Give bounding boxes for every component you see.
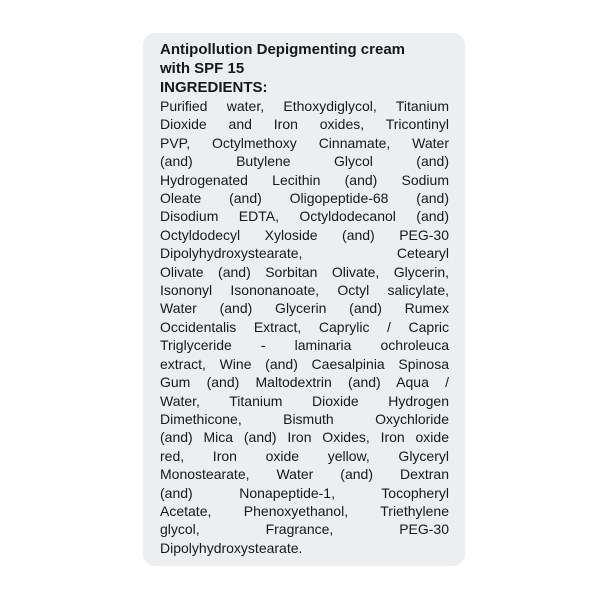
ingredients-heading: INGREDIENTS: <box>160 79 268 96</box>
product-title-line: with SPF 15 <box>160 60 245 77</box>
ingredient-line: Water, Titanium Dioxide Hydrogen <box>160 392 449 409</box>
ingredients-label-card <box>143 33 465 566</box>
ingredient-line: Purified water, Ethoxydiglycol, Titanium <box>160 98 449 114</box>
ingredient-line: Monostearate, Water (and) Dextran <box>160 466 449 483</box>
ingredient-line: Water (and) Glycerin (and) Rumex <box>160 300 449 317</box>
ingredient-line: red, Iron oxide yellow, Glyceryl <box>160 447 449 464</box>
ingredient-line: Octyldodecyl Xyloside (and) PEG-30 <box>160 226 449 243</box>
ingredient-line: Oleate (and) Oligopeptide-68 (and) <box>160 190 449 207</box>
ingredient-line: Disodium EDTA, Octyldodecanol (and) <box>160 208 449 225</box>
product-title-line: Antipollution Depigmenting cream <box>160 41 406 58</box>
ingredient-line: glycol, Fragrance, PEG-30 <box>160 521 449 538</box>
ingredients-text <box>160 97 449 557</box>
ingredient-line: Dioxide and Iron oxides, Tricontinyl <box>160 116 449 133</box>
ingredient-line: Isononyl Isononanoate, Octyl salicylate, <box>160 282 449 299</box>
ingredient-line: (and) Nonapeptide-1, Tocopheryl <box>160 484 449 501</box>
ingredient-line: (and) Butylene Glycol (and) <box>160 153 449 170</box>
ingredient-line: Occidentalis Extract, Caprylic / Capric <box>160 318 449 335</box>
ingredient-line: Gum (and) Maltodextrin (and) Aqua / <box>160 374 449 391</box>
ingredient-line: Acetate, Phenoxyethanol, Triethylene <box>160 502 449 519</box>
ingredient-line: Hydrogenated Lecithin (and) Sodium <box>160 171 449 188</box>
ingredient-line: Olivate (and) Sorbitan Olivate, Glycerin, <box>160 263 449 280</box>
ingredient-line: Dimethicone, Bismuth Oxychloride <box>160 410 449 427</box>
ingredient-line: extract, Wine (and) Caesalpinia Spinosa <box>160 355 449 372</box>
ingredient-line: Dipolyhydroxystearate. <box>160 539 303 556</box>
product-title <box>160 40 449 78</box>
ingredient-line: Triglyceride - laminaria ochroleuca <box>160 337 449 354</box>
ingredient-line: PVP, Octylmethoxy Cinnamate, Water <box>160 134 449 151</box>
ingredient-line: (and) Mica (and) Iron Oxides, Iron oxide <box>160 429 449 446</box>
ingredient-line: Dipolyhydroxystearate, Cetearyl <box>160 245 449 262</box>
